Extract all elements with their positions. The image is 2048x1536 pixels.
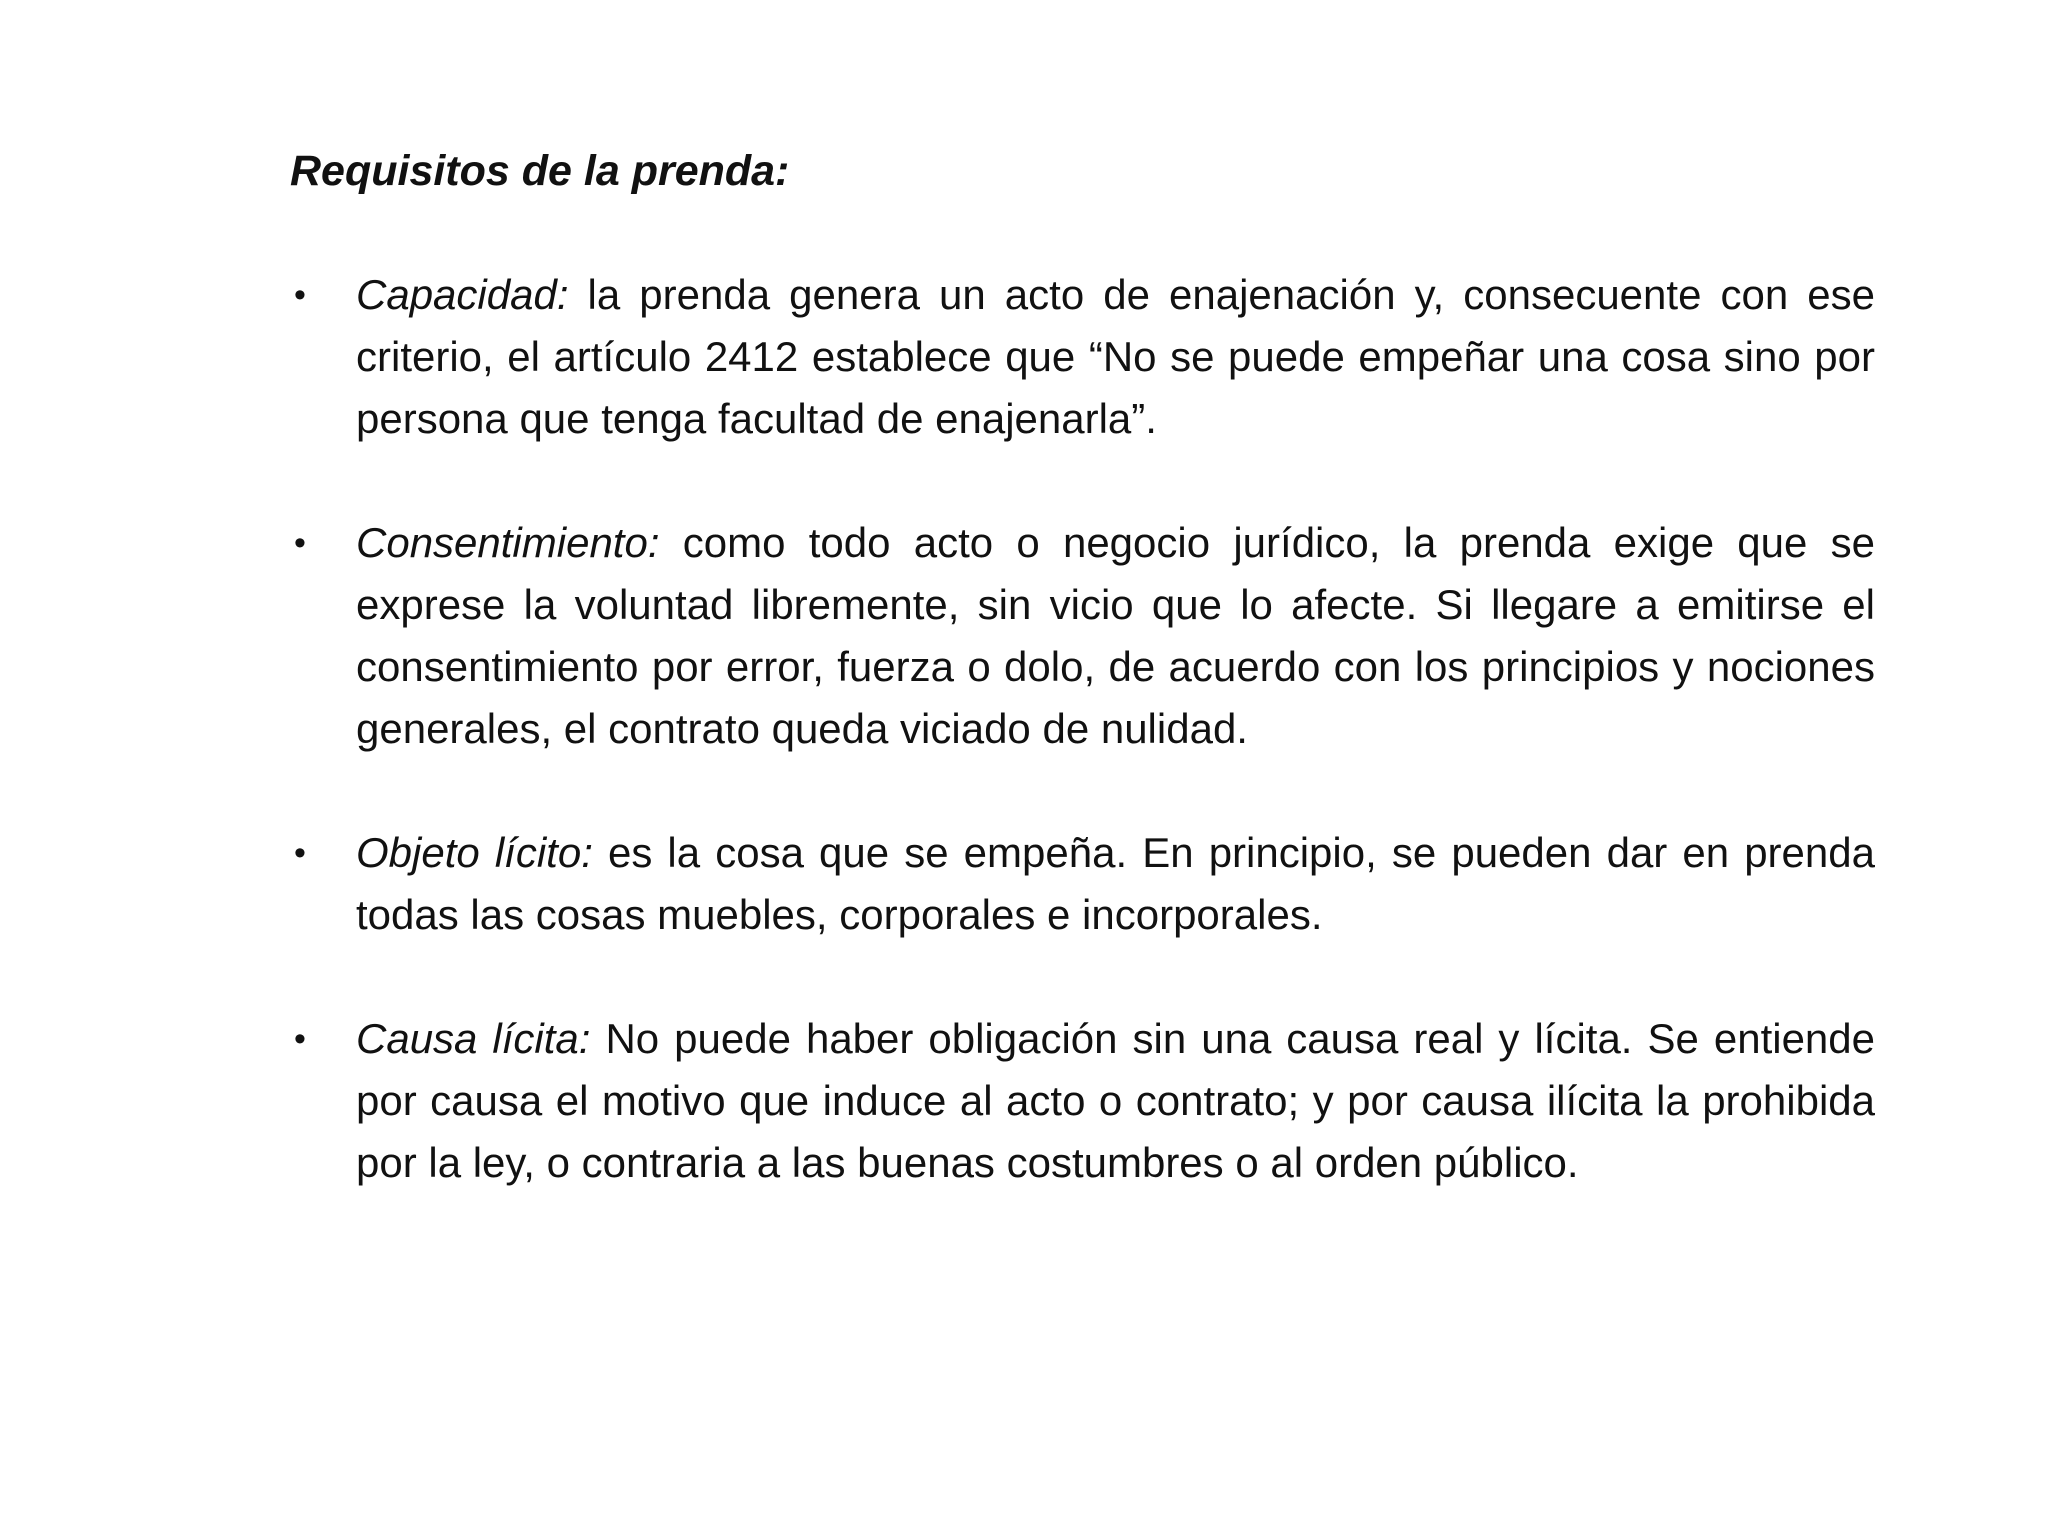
bullet-icon: • [294,1020,306,1058]
list-item-consentimiento [290,512,1875,760]
bullet-icon: • [294,276,306,314]
requirements-list [290,264,1875,1194]
bullet-icon: • [294,834,306,872]
text-causa-licita: No puede haber obligación sin una causa real y lícita. Se entiende por causa el motivo que induce al acto o contrato; y por causa ilícita la prohibida por la ley, o contraria a las buenas costumbres o al orden público. [356,1015,1876,1186]
text-consentimiento: como todo acto o negocio jurídico, la prenda exige que se exprese la voluntad libremente, sin vicio que lo afecte. Si llegare a emitirse el consentimiento por error, fuerza o dolo, de acuerdo con los principios y nociones generales, el contrato queda viciado de nulidad. [356,519,1875,752]
term-causa-licita: Causa lícita: [356,1015,591,1062]
list-item-objeto-licito [290,822,1875,946]
term-capacidad: Capacidad: [356,271,569,318]
list-item-capacidad [290,264,1875,450]
slide-content [290,140,1875,1256]
text-capacidad: la prenda genera un acto de enajenación y, consecuente con ese criterio, el artículo 2412 establece que “No se puede empeñar una cosa sino por persona que tenga facultad de enajenarla”. [356,271,1875,442]
bullet-icon: • [294,524,306,562]
list-item-causa-licita [290,1008,1875,1194]
text-objeto-licito: es la cosa que se empeña. En principio, se pueden dar en prenda todas las cosas muebles, corporales e incorporales. [356,829,1875,938]
term-consentimiento: Consentimiento: [356,519,660,566]
term-objeto-licito: Objeto lícito: [356,829,593,876]
slide-title: Requisitos de la prenda: [290,147,790,195]
